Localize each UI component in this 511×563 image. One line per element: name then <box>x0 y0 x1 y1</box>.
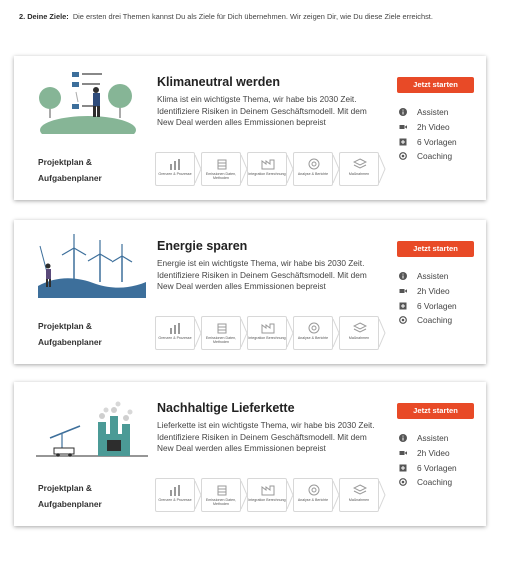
feature-assistent <box>399 433 448 443</box>
feature-video <box>399 286 450 296</box>
layers-icon <box>353 484 367 496</box>
coins-icon <box>215 158 229 170</box>
feature-assistent <box>399 271 448 281</box>
step-label: Emissionen Daten, Methoden <box>205 336 237 345</box>
bar-chart-icon <box>169 158 183 170</box>
step-label: Integration Berechnung <box>248 498 286 502</box>
target-icon <box>307 158 321 170</box>
feature-label: Assisten <box>417 271 449 281</box>
process-steps <box>155 152 385 186</box>
feature-label: Coaching <box>417 151 453 161</box>
step-label: Analyse & Berichte <box>297 172 329 176</box>
process-steps <box>155 478 385 512</box>
coaching-icon <box>399 152 407 160</box>
layers-icon <box>353 322 367 334</box>
project-label-line2: Aufgabenplaner <box>38 173 102 183</box>
start-button[interactable]: Jetzt starten <box>397 241 474 257</box>
feature-vorlagen <box>399 301 457 311</box>
step-massnahmen[interactable] <box>339 478 379 512</box>
plus-box-icon <box>399 464 407 472</box>
project-label-line2: Aufgabenplaner <box>38 337 102 347</box>
chevron-right-icon <box>379 152 391 186</box>
card-title: Energie sparen <box>157 239 248 253</box>
coaching-icon <box>399 316 407 324</box>
factory-icon <box>261 484 275 496</box>
step-integration[interactable] <box>247 152 287 186</box>
feature-vorlagen <box>399 463 457 473</box>
step-label: Analyse & Berichte <box>297 498 329 502</box>
video-icon <box>399 123 407 131</box>
step-massnahmen[interactable] <box>339 152 379 186</box>
goal-card-klimaneutral <box>14 56 486 200</box>
feature-label: 6 Vorlagen <box>417 463 457 473</box>
step-massnahmen[interactable] <box>339 316 379 350</box>
plus-box-icon <box>399 302 407 310</box>
feature-label: 6 Vorlagen <box>417 301 457 311</box>
climate-illustration <box>36 68 148 134</box>
info-icon <box>399 434 407 442</box>
info-icon <box>399 108 407 116</box>
step-analyse[interactable] <box>293 316 333 350</box>
feature-label: Coaching <box>417 315 453 325</box>
step-integration[interactable] <box>247 316 287 350</box>
feature-label: 6 Vorlagen <box>417 137 457 147</box>
feature-assistent <box>399 107 448 117</box>
intro-body: Die ersten drei Themen kannst Du als Ziele für Dich übernehmen. Wir zeigen Dir, wie Du diese Ziele erreichst. <box>72 12 433 21</box>
step-integration[interactable] <box>247 478 287 512</box>
step-label: Grenzen & Prozesse <box>158 172 192 176</box>
step-label: Maßnahmen <box>348 498 370 502</box>
coins-icon <box>215 322 229 334</box>
project-label-line1: Projektplan & <box>38 483 92 493</box>
step-emissionen[interactable] <box>201 152 241 186</box>
coins-icon <box>215 484 229 496</box>
feature-video <box>399 448 450 458</box>
wind-turbine-illustration <box>36 232 148 298</box>
feature-label: 2h Video <box>417 448 450 458</box>
project-label-line1: Projektplan & <box>38 321 92 331</box>
step-label: Maßnahmen <box>348 336 370 340</box>
process-steps <box>155 316 385 350</box>
feature-label: Coaching <box>417 477 453 487</box>
card-title: Nachhaltige Lieferkette <box>157 401 295 415</box>
project-label <box>38 480 102 512</box>
step-label: Grenzen & Prozesse <box>158 498 192 502</box>
card-title: Klimaneutral werden <box>157 75 280 89</box>
chevron-right-icon <box>379 478 391 512</box>
feature-coaching <box>399 477 452 487</box>
project-label-line1: Projektplan & <box>38 157 92 167</box>
bar-chart-icon <box>169 484 183 496</box>
step-label: Analyse & Berichte <box>297 336 329 340</box>
step-label: Integration Berechnung <box>248 172 286 176</box>
card-description: Lieferkette ist ein wichtigste Thema, wir habe bis 2030 Zeit. Identifiziere Risiken in Deinem Geschäftsmodell. Mit dem New Deal werden alles Emmissionen bepreist <box>157 420 375 453</box>
step-emissionen[interactable] <box>201 316 241 350</box>
step-label: Emissionen Daten, Methoden <box>205 498 237 507</box>
supply-chain-illustration <box>36 394 148 460</box>
target-icon <box>307 322 321 334</box>
chevron-right-icon <box>379 316 391 350</box>
step-label: Maßnahmen <box>348 172 370 176</box>
step-emissionen[interactable] <box>201 478 241 512</box>
target-icon <box>307 484 321 496</box>
feature-video <box>399 122 450 132</box>
step-analyse[interactable] <box>293 152 333 186</box>
feature-coaching <box>399 315 452 325</box>
intro-label: 2. Deine Ziele: <box>19 12 69 21</box>
project-label <box>38 318 102 350</box>
layers-icon <box>353 158 367 170</box>
info-icon <box>399 272 407 280</box>
feature-label: Assisten <box>417 433 449 443</box>
goal-card-energie <box>14 220 486 364</box>
step-grenzen[interactable] <box>155 152 195 186</box>
project-label-line2: Aufgabenplaner <box>38 499 102 509</box>
coaching-icon <box>399 478 407 486</box>
feature-label: Assisten <box>417 107 449 117</box>
factory-icon <box>261 158 275 170</box>
step-label: Grenzen & Prozesse <box>158 336 192 340</box>
factory-icon <box>261 322 275 334</box>
step-label: Integration Berechnung <box>248 336 286 340</box>
step-label: Emissionen Daten, Methoden <box>205 172 237 181</box>
start-button[interactable]: Jetzt starten <box>397 77 474 93</box>
start-button[interactable]: Jetzt starten <box>397 403 474 419</box>
project-label <box>38 154 102 186</box>
feature-vorlagen <box>399 137 457 147</box>
feature-label: 2h Video <box>417 286 450 296</box>
step-grenzen[interactable] <box>155 316 195 350</box>
goal-card-lieferkette <box>14 382 486 526</box>
card-description: Klima ist ein wichtigste Thema, wir habe bis 2030 Zeit. Identifiziere Risiken in Deinem Geschäftsmodell. Mit dem New Deal werden alles Emmissionen bepreist <box>157 94 367 127</box>
feature-label: 2h Video <box>417 122 450 132</box>
video-icon <box>399 287 407 295</box>
card-description: Energie ist ein wichtigste Thema, wir habe bis 2030 Zeit. Identifiziere Risiken in Deinem Geschäftsmodell. Mit dem New Deal werden alles Emmissionen bepreist <box>157 258 367 291</box>
step-grenzen[interactable] <box>155 478 195 512</box>
step-analyse[interactable] <box>293 478 333 512</box>
feature-coaching <box>399 151 452 161</box>
plus-box-icon <box>399 138 407 146</box>
video-icon <box>399 449 407 457</box>
bar-chart-icon <box>169 322 183 334</box>
intro-text <box>19 11 489 23</box>
